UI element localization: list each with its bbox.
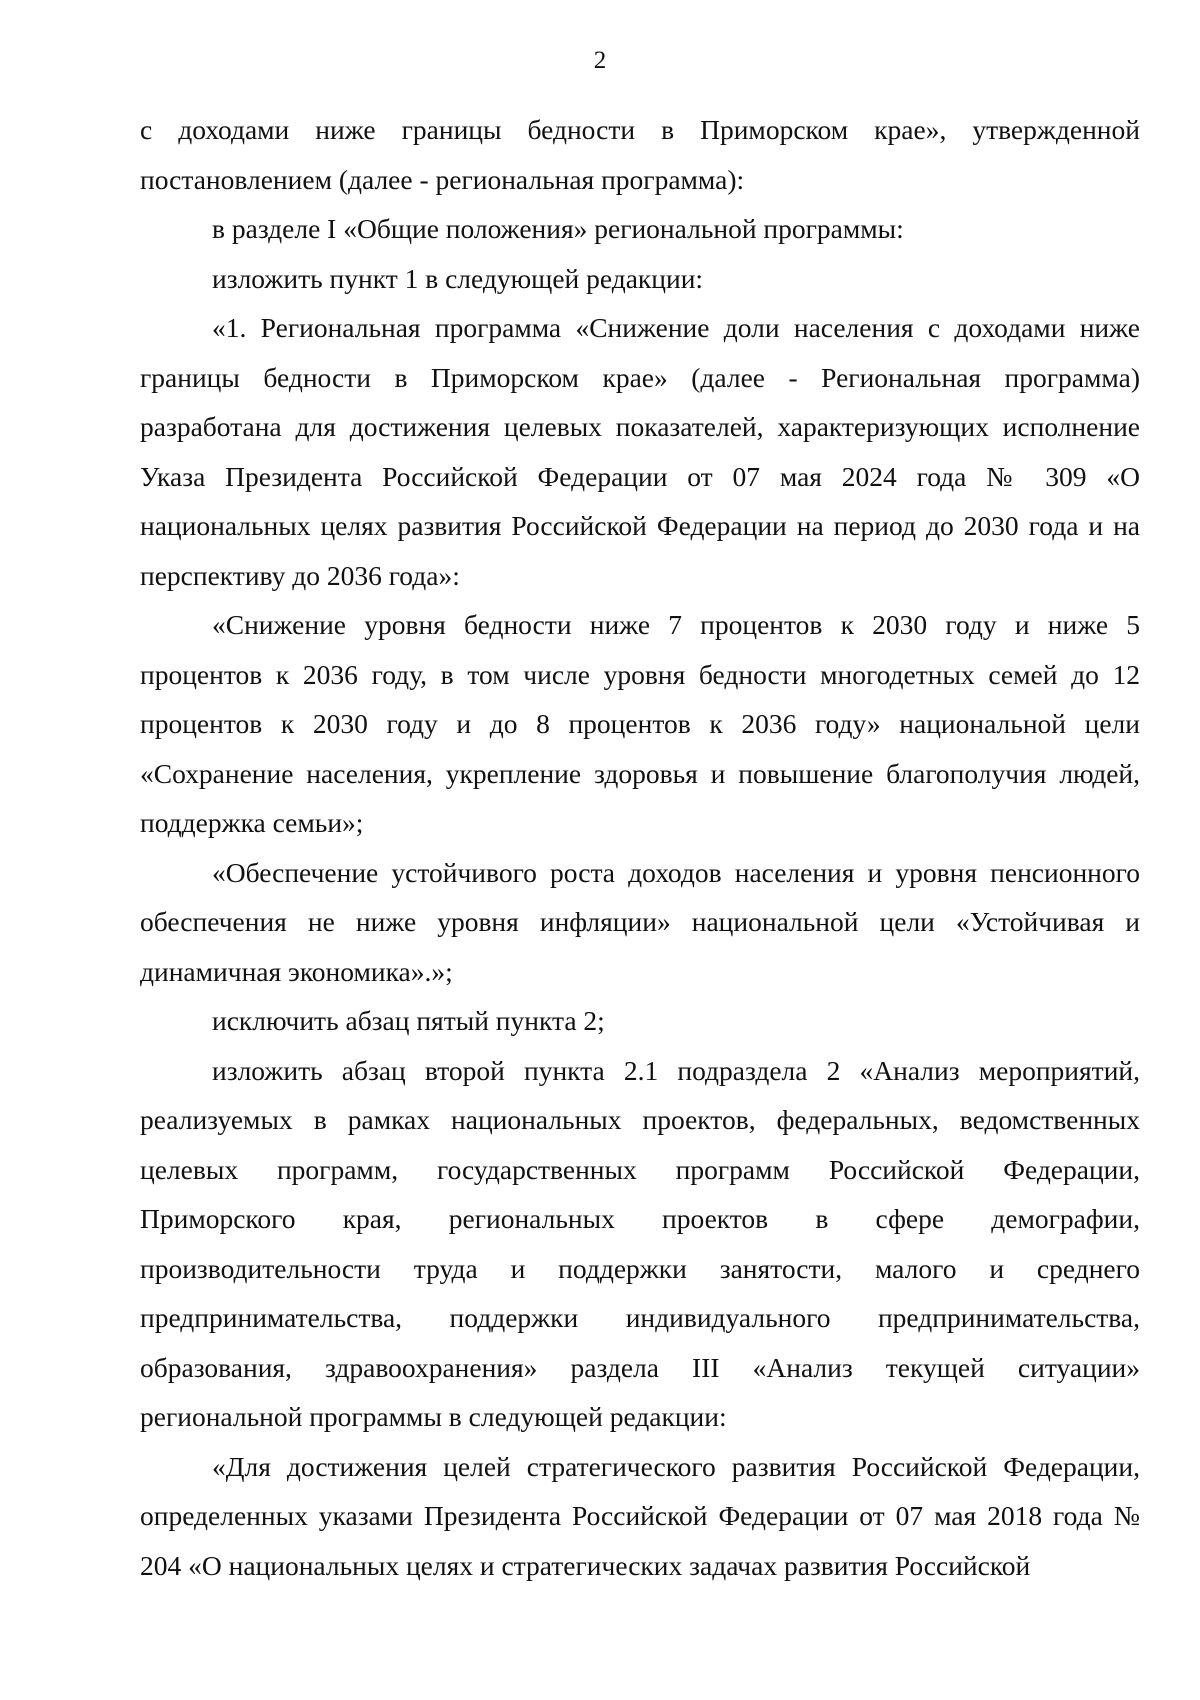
paragraph-amendment: изложить абзац второй пункта 2.1 подраздела 2 «Анализ мероприятий, реализуемых в рамках национальных проектов, федеральных, ведомственных целевых программ, государственных программ Российской Федерации, Приморского края, региональных проектов в сфере демографии, производительности труда и поддержки занятости, малого и среднего предпринимательства, поддержки индивидуального предпринимательства, образования, здравоохранения» раздела III «Анализ текущей ситуации» региональной программы в следующей редакции: — [140, 1054, 1140, 1432]
paragraph-instruction: изложить пункт 1 в следующей редакции: — [212, 262, 704, 294]
paragraph-strategic-goals: «Для достижения целей стратегического развития Российской Федерации, определенных указами Президента Российской Федерации от 07 мая 2018 года № 204 «О национальных целях и стратегических задачах развития Российской — [140, 1450, 1140, 1581]
paragraph-income-target: «Обеспечение устойчивого роста доходов населения и уровня пенсионного обеспечения не ниже уровня инфляции» национальной цели «Устойчивая и динамичная экономика».»; — [140, 856, 1140, 987]
paragraph-exclusion: исключить абзац пятый пункта 2; — [212, 1005, 605, 1036]
page-number: 2 — [593, 47, 607, 74]
document-body — [140, 105, 1140, 1590]
paragraph-poverty-target: «Снижение уровня бедности ниже 7 процентов к 2030 году и ниже 5 процентов к 2036 году, в том числе уровня бедности многодетных семей до 12 процентов к 2030 году и до 8 процентов к 2036 году» национальной цели «Сохранение населения, укрепление здоровья и повышение благополучия людей, поддержка семьи»; — [140, 609, 1140, 838]
paragraph-program-description: «1. Региональная программа «Снижение доли населения с доходами ниже границы бедности в Приморском крае» (далее - Региональная программа) разработана для достижения целевых показателей, характеризующих исполнение Указа Президента Российской Федерации от 07 мая 2024 года № 309 «О национальных целях развития Российской Федерации на период до 2030 года и на перспективу до 2036 года»: — [140, 312, 1140, 591]
paragraph-continuation: с доходами ниже границы бедности в Приморском крае», утвержденной постановлением (далее - региональная программа): — [140, 114, 1140, 195]
paragraph-section-ref: в разделе I «Общие положения» региональной программы: — [212, 213, 904, 244]
